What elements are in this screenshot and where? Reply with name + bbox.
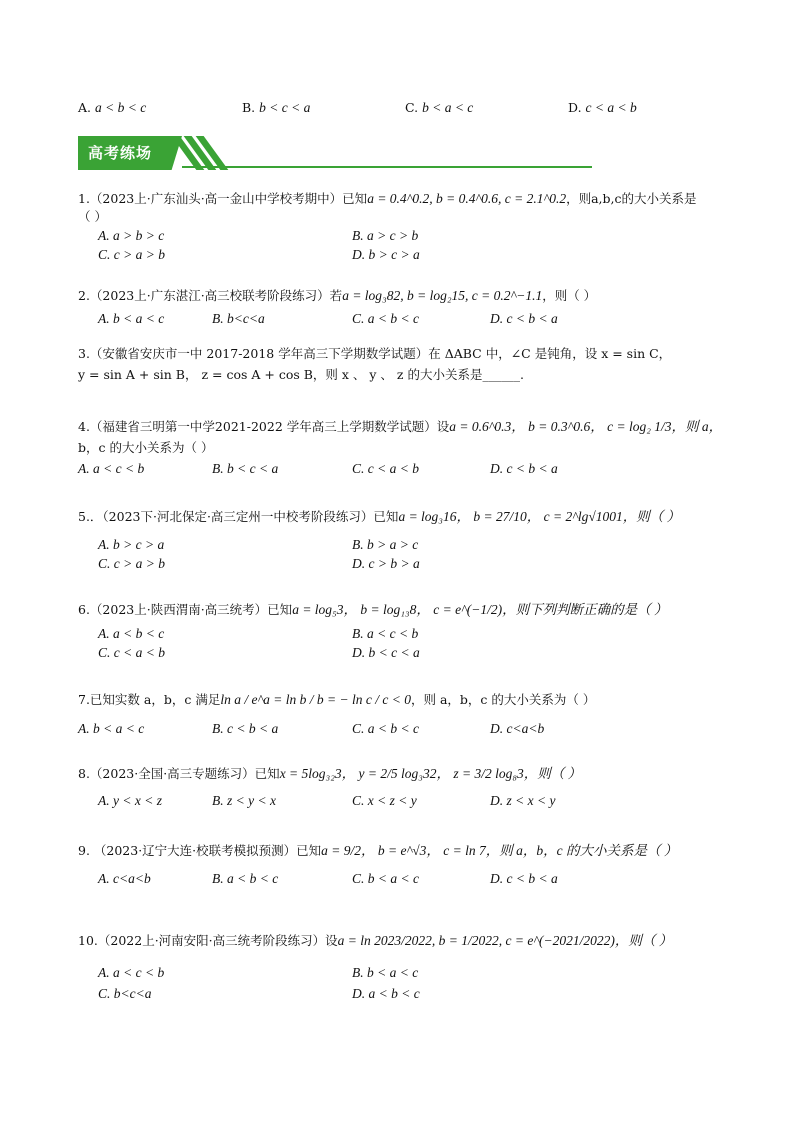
q8-option-d: D. z < x < y — [490, 793, 556, 808]
q9-option-d: D. c < b < a — [490, 871, 558, 886]
question-lead: 2.（2023上·广东湛江·高三校联考阶段练习）若 — [78, 288, 343, 303]
q8-option-a: A. y < x < z — [98, 793, 162, 808]
q9-option-a: A. c<a<b — [98, 871, 151, 886]
q10-option-d: D. a < b < c — [352, 986, 420, 1001]
prev-option-d — [568, 99, 637, 117]
q9-option-b: B. a < b < c — [212, 871, 279, 886]
q8-option-c: C. x < z < y — [352, 793, 417, 808]
question-lead: 8.（2023·全国·高三专题练习）已知 — [78, 766, 280, 781]
option-key: C. — [405, 100, 423, 115]
option-key: B. — [242, 100, 260, 115]
option-value: b < c < a — [259, 100, 311, 115]
question-tail: ，则 a，b，c 的大小关系为（ ） — [410, 692, 596, 707]
question-lead: 7.已知实数 a，b，c 满足 — [78, 692, 221, 707]
q2-option-c: C. a < b < c — [352, 311, 419, 326]
prev-option-a — [78, 99, 146, 117]
q6-option-c: C. c < a < b — [98, 645, 165, 660]
question-tail: ，则a,b,c的大小关系是 — [566, 191, 697, 206]
question-7 — [78, 691, 595, 709]
q2-option-d: D. c < b < a — [490, 311, 558, 326]
q1-option-d: D. b > c > a — [352, 247, 420, 262]
q4-option-d: D. c < b < a — [490, 461, 558, 476]
section-banner — [78, 136, 592, 170]
q6-option-a: A. a < b < c — [98, 626, 165, 641]
question-formula: a = log₅3， b = log₁₃8， c = e^(−1/2)，则下列判断正确的是（ ） — [292, 602, 668, 617]
option-key: D. — [568, 100, 586, 115]
q4-option-b: B. b < c < a — [212, 461, 279, 476]
option-key: A. — [78, 100, 95, 115]
question-formula: a = ln 2023/2022, b = 1/2022, c = e^(−2021/2022)，则（ ） — [337, 933, 673, 948]
banner-rule — [182, 166, 592, 168]
question-8 — [78, 765, 581, 783]
question-2 — [78, 287, 596, 305]
q2-option-b: B. b<c<a — [212, 311, 265, 326]
question-formula: x = 5log₃₂3， y = 2/5 log₃32， z = 3/2 log₈3，则（ ） — [279, 766, 582, 781]
q5-option-b: B. b > a > c — [352, 537, 419, 552]
option-value: a < b < c — [94, 100, 147, 115]
question-3-line-2: y = sin A + sin B， z = cos A + cos B，则 x 、 y 、 z 的大小关系是______. — [78, 367, 524, 382]
question-lead: 1.（2023上·广东汕头·高一金山中学校考期中）已知 — [78, 191, 368, 206]
section-title: 高考练场 — [88, 144, 153, 162]
question-lead: 10.（2022上·河南安阳·高三统考阶段练习）设 — [78, 933, 338, 948]
question-lead: 6.（2023上·陕西渭南·高三统考）已知 — [78, 602, 293, 617]
question-lead: 5.．（2023下·河北保定·高三定州一中校考阶段练习）已知 — [78, 509, 399, 524]
q5-option-d: D. c > b > a — [352, 556, 420, 571]
question-3-line-1: 3.（安徽省安庆市一中 2017-2018 学年高三下学期数学试题）在 ΔABC 中，∠C 是钝角，设 x = sin C， — [78, 346, 672, 361]
q7-option-b: B. c < b < a — [212, 721, 279, 736]
question-1 — [78, 190, 697, 208]
prev-option-c — [405, 99, 473, 117]
question-lead: 9. （2023·辽宁大连·校联考模拟预测）已知 — [78, 843, 322, 858]
q9-option-c: C. b < a < c — [352, 871, 419, 886]
q1-option-a: A. a > b > c — [98, 228, 165, 243]
question-lead: 4.（福建省三明第一中学2021-2022 学年高三上学期数学试题）设 — [78, 419, 450, 434]
question-5 — [78, 508, 680, 526]
question-4-line-2: b，c 的大小关系为（ ） — [78, 440, 214, 455]
q10-option-b: B. b < a < c — [352, 965, 419, 980]
q7-option-a: A. b < a < c — [78, 721, 145, 736]
q8-option-b: B. z < y < x — [212, 793, 276, 808]
q7-option-c: C. a < b < c — [352, 721, 419, 736]
q1-option-b: B. a > c > b — [352, 228, 419, 243]
question-tail: ，则（ ） — [542, 288, 597, 303]
q2-option-a: A. b < a < c — [98, 311, 165, 326]
option-value: b < a < c — [422, 100, 474, 115]
question-10 — [78, 932, 672, 950]
q10-option-c: C. b<c<a — [98, 986, 152, 1001]
question-6 — [78, 601, 668, 619]
q6-option-d: D. b < c < a — [352, 645, 420, 660]
question-9 — [78, 842, 677, 860]
option-value: c < a < b — [585, 100, 637, 115]
question-formula: a = 0.4^0.2, b = 0.4^0.6, c = 2.1^0.2 — [367, 191, 567, 206]
question-formula: ln a / e^a = ln b / b = − ln c / c < 0 — [220, 692, 411, 707]
question-1-paren: （ ） — [78, 209, 107, 224]
q5-option-a: A. b > c > a — [98, 537, 165, 552]
q4-option-c: C. c < a < b — [352, 461, 419, 476]
q5-option-c: C. c > a > b — [98, 556, 165, 571]
q1-option-c: C. c > a > b — [98, 247, 165, 262]
q6-option-b: B. a < c < b — [352, 626, 419, 641]
q7-option-d: D. c<a<b — [490, 721, 545, 736]
question-formula: a = 9/2， b = e^√3， c = ln 7，则 a，b，c 的大小关系是（ ） — [321, 843, 678, 858]
q4-option-a: A. a < c < b — [78, 461, 145, 476]
question-formula: a = log₃82, b = log₂15, c = 0.2^−1.1 — [342, 288, 543, 303]
question-formula: a = log₃16， b = 27/10， c = 2^lg√1001，则（ ） — [398, 509, 681, 524]
question-4 — [78, 418, 722, 436]
q10-option-a: A. a < c < b — [98, 965, 165, 980]
prev-option-b — [242, 99, 310, 117]
question-formula: a = 0.6^0.3， b = 0.3^0.6， c = log₂ 1/3，则 a， — [449, 419, 723, 434]
